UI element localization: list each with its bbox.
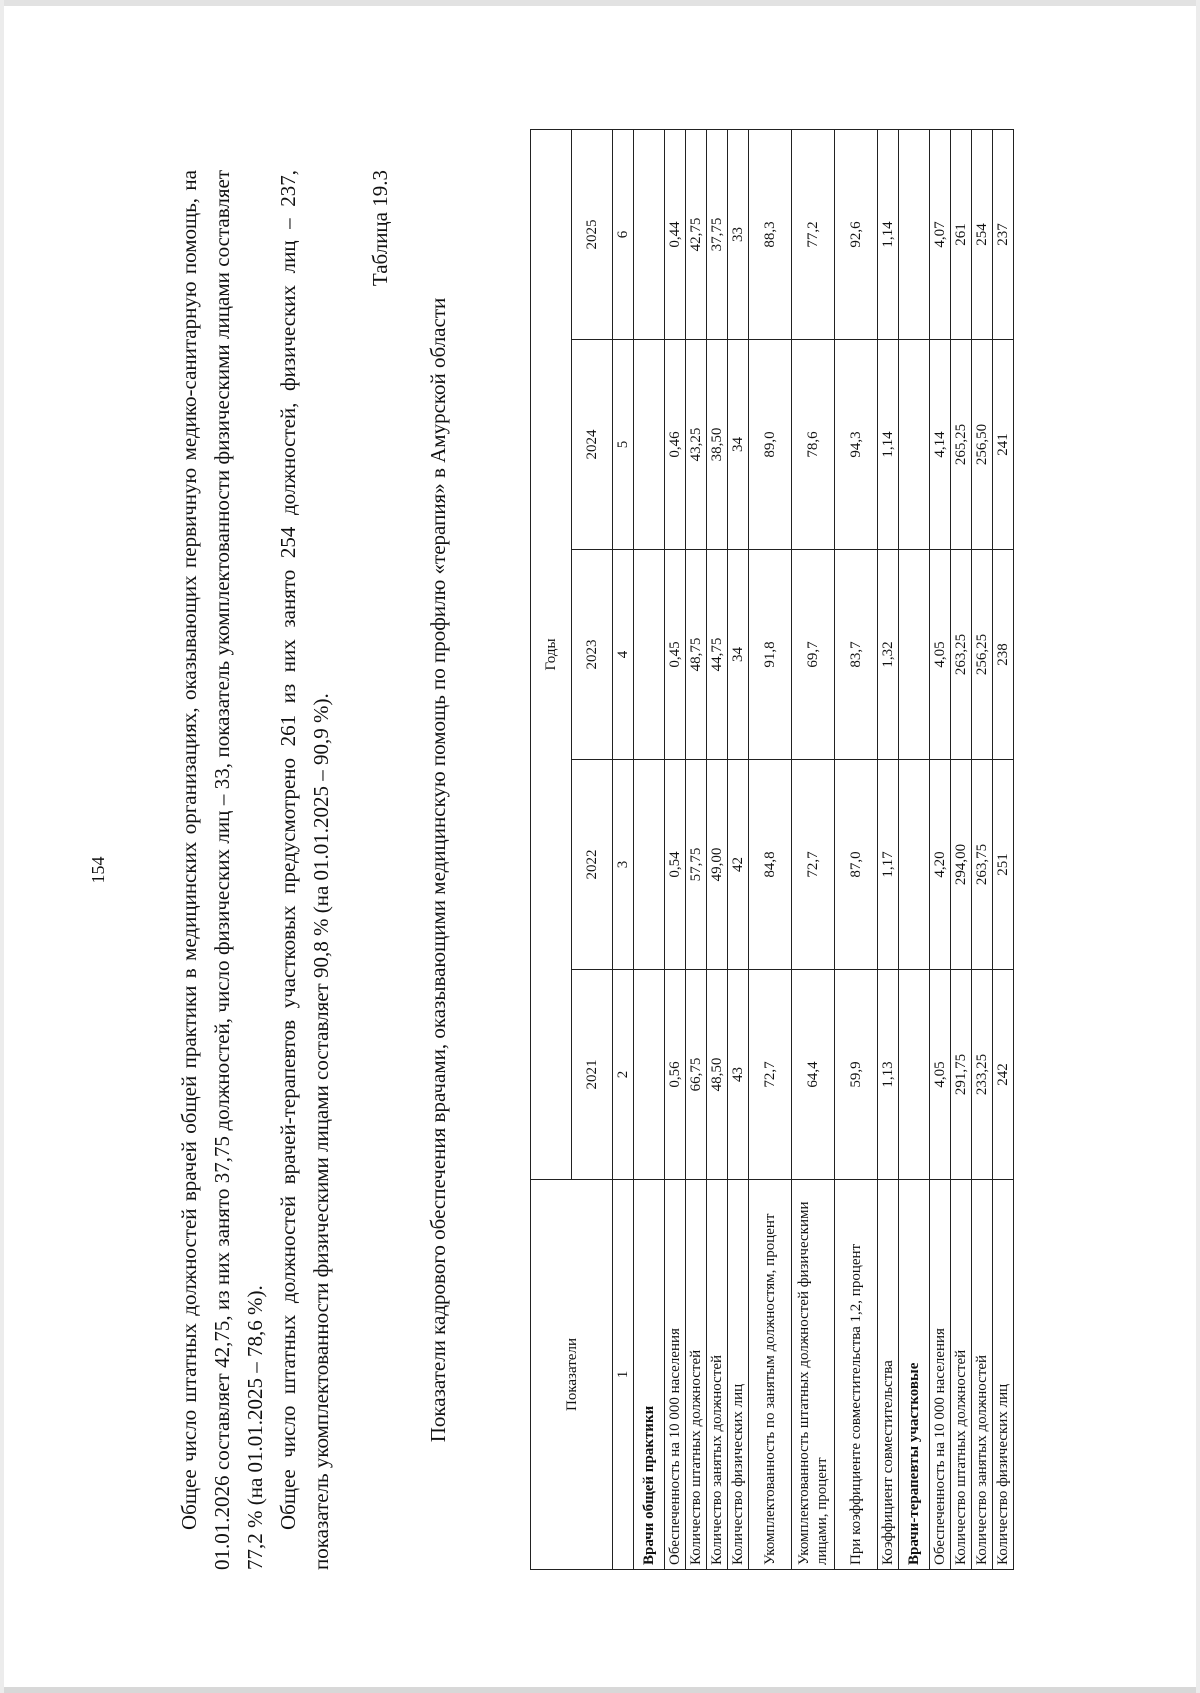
column-number: 1 [613,1180,634,1570]
header-years: Годы [531,129,572,1179]
row-label: Количество занятых должностей [707,1180,728,1570]
header-indicator: Показатели [531,1180,613,1570]
section-row [634,129,665,1569]
table-cell: 0,54 [665,760,686,970]
table-cell: 43,25 [686,340,707,550]
column-number: 3 [613,760,634,970]
table-cell: 78,6 [792,340,835,550]
row-label: Количество физических лиц [728,1180,749,1570]
section-title-general-practitioners: Врачи общей практики [634,1180,665,1570]
section-row [899,129,930,1569]
table-row [686,129,707,1569]
table-cell: 92,6 [835,129,878,339]
table-cell: 291,75 [951,970,972,1180]
table-cell: 1,14 [878,340,899,550]
table-cell: 265,25 [951,340,972,550]
table-cell: 254 [972,129,993,339]
row-label: Обеспеченность на 10 000 населения [930,1180,951,1570]
paragraph-general-practitioners: Общее число штатных должностей врачей общей практики в медицинских организациях, оказывающих первичную медико-санитарную помощь, на 01.01.2026 составляет 42,75, из них занято 37,75 должностей, число физических лиц – 33, показатель укомплектованности физическими лицами составляет 77,2 % (на 01.01.2025 – 78,6 %). [177,170,267,1570]
table-cell: 34 [728,340,749,550]
table-cell: 1,32 [878,550,899,760]
table-cell: 0,46 [665,340,686,550]
table-cell: 256,50 [972,340,993,550]
table-cell: 84,8 [749,760,792,970]
table-row [835,129,878,1569]
table-cell: 94,3 [835,340,878,550]
table-cell: 66,75 [686,970,707,1180]
column-number: 2 [613,970,634,1180]
table-cell: 42 [728,760,749,970]
table-cell: 1,13 [878,970,899,1180]
scan-edge-top [0,0,1200,6]
table-cell: 1,14 [878,129,899,339]
row-label: Количество штатных должностей [686,1180,707,1570]
table-cell: 251 [993,760,1014,970]
table-cell: 256,25 [972,550,993,760]
scan-edge-right [1196,0,1200,1693]
header-year: 2021 [572,970,613,1180]
table-cell: 0,45 [665,550,686,760]
header-year: 2025 [572,129,613,339]
section-title-district-therapists: Врачи-терапевты участковые [899,1180,930,1570]
table-row [707,129,728,1569]
staffing-table [530,129,1014,1570]
row-label: Количество физических лиц [993,1180,1014,1570]
row-label: Количество занятых должностей [972,1180,993,1570]
table-cell: 233,25 [972,970,993,1180]
table-cell: 88,3 [749,129,792,339]
table-cell: 263,75 [972,760,993,970]
table-row [792,129,835,1569]
table-cell: 238 [993,550,1014,760]
table-cell: 34 [728,550,749,760]
table-cell: 48,75 [686,550,707,760]
header-year: 2024 [572,340,613,550]
table-cell: 4,07 [930,129,951,339]
row-label: Обеспеченность на 10 000 населения [665,1180,686,1570]
table-cell: 42,75 [686,129,707,339]
table-row [878,129,899,1569]
row-label: Количество штатных должностей [951,1180,972,1570]
table-cell: 48,50 [707,970,728,1180]
table-cell: 4,14 [930,340,951,550]
table-cell: 1,17 [878,760,899,970]
row-label: Укомплектованность по занятым должностям, процент [749,1180,792,1570]
row-label: Коэффициент совместительства [878,1180,899,1570]
row-label: Укомплектованность штатных должностей физическими лицами, процент [792,1180,835,1570]
table-row [972,129,993,1569]
table-cell: 38,50 [707,340,728,550]
table-cell: 241 [993,340,1014,550]
column-number: 4 [613,550,634,760]
table-cell: 4,05 [930,970,951,1180]
table-row [665,129,686,1569]
scan-edge-left [0,0,4,1693]
table-row [951,129,972,1569]
table-cell: 242 [993,970,1014,1180]
column-number: 6 [613,129,634,339]
table-title: Показатели кадрового обеспечения врачами, оказывающими медицинскую помощь по профилю «терапия» в Амурской области [426,297,450,1443]
table-cell: 57,75 [686,760,707,970]
table-cell: 64,4 [792,970,835,1180]
table-row [749,129,792,1569]
header-year: 2022 [572,760,613,970]
table-cell: 263,25 [951,550,972,760]
table-cell: 72,7 [749,970,792,1180]
table-cell: 4,05 [930,550,951,760]
table-cell: 33 [728,129,749,339]
table-cell: 37,75 [707,129,728,339]
table-cell: 44,75 [707,550,728,760]
table-cell: 237 [993,129,1014,339]
table-row [993,129,1014,1569]
table-cell: 0,44 [665,129,686,339]
table-label: Таблица 19.3 [368,170,392,287]
page-number: 154 [88,856,108,884]
table-cell: 294,00 [951,760,972,970]
table-cell: 4,20 [930,760,951,970]
table-row [930,129,951,1569]
table-cell: 261 [951,129,972,339]
table-cell: 0,56 [665,970,686,1180]
table-cell: 77,2 [792,129,835,339]
scan-edge-bottom [0,1687,1200,1693]
table-cell: 87,0 [835,760,878,970]
row-label: При коэффициенте совместительства 1,2, процент [835,1180,878,1570]
column-number: 5 [613,340,634,550]
table-cell: 72,7 [792,760,835,970]
table-cell: 49,00 [707,760,728,970]
table-cell: 83,7 [835,550,878,760]
header-year: 2023 [572,550,613,760]
rotated-page [80,90,1080,1650]
table-row [728,129,749,1569]
paragraph-district-therapists: Общее число штатных должностей врачей-терапевтов участковых предусмотрено 261 из них занято 254 должностей, физических лиц – 237, показатель укомплектованности физическими лицами составляет 90,8 % (на 01.01.2025 – 90,9 %). [276,170,333,1570]
table-cell: 91,8 [749,550,792,760]
table-cell: 59,9 [835,970,878,1180]
table-cell: 43 [728,970,749,1180]
table-cell: 89,0 [749,340,792,550]
table-cell: 69,7 [792,550,835,760]
